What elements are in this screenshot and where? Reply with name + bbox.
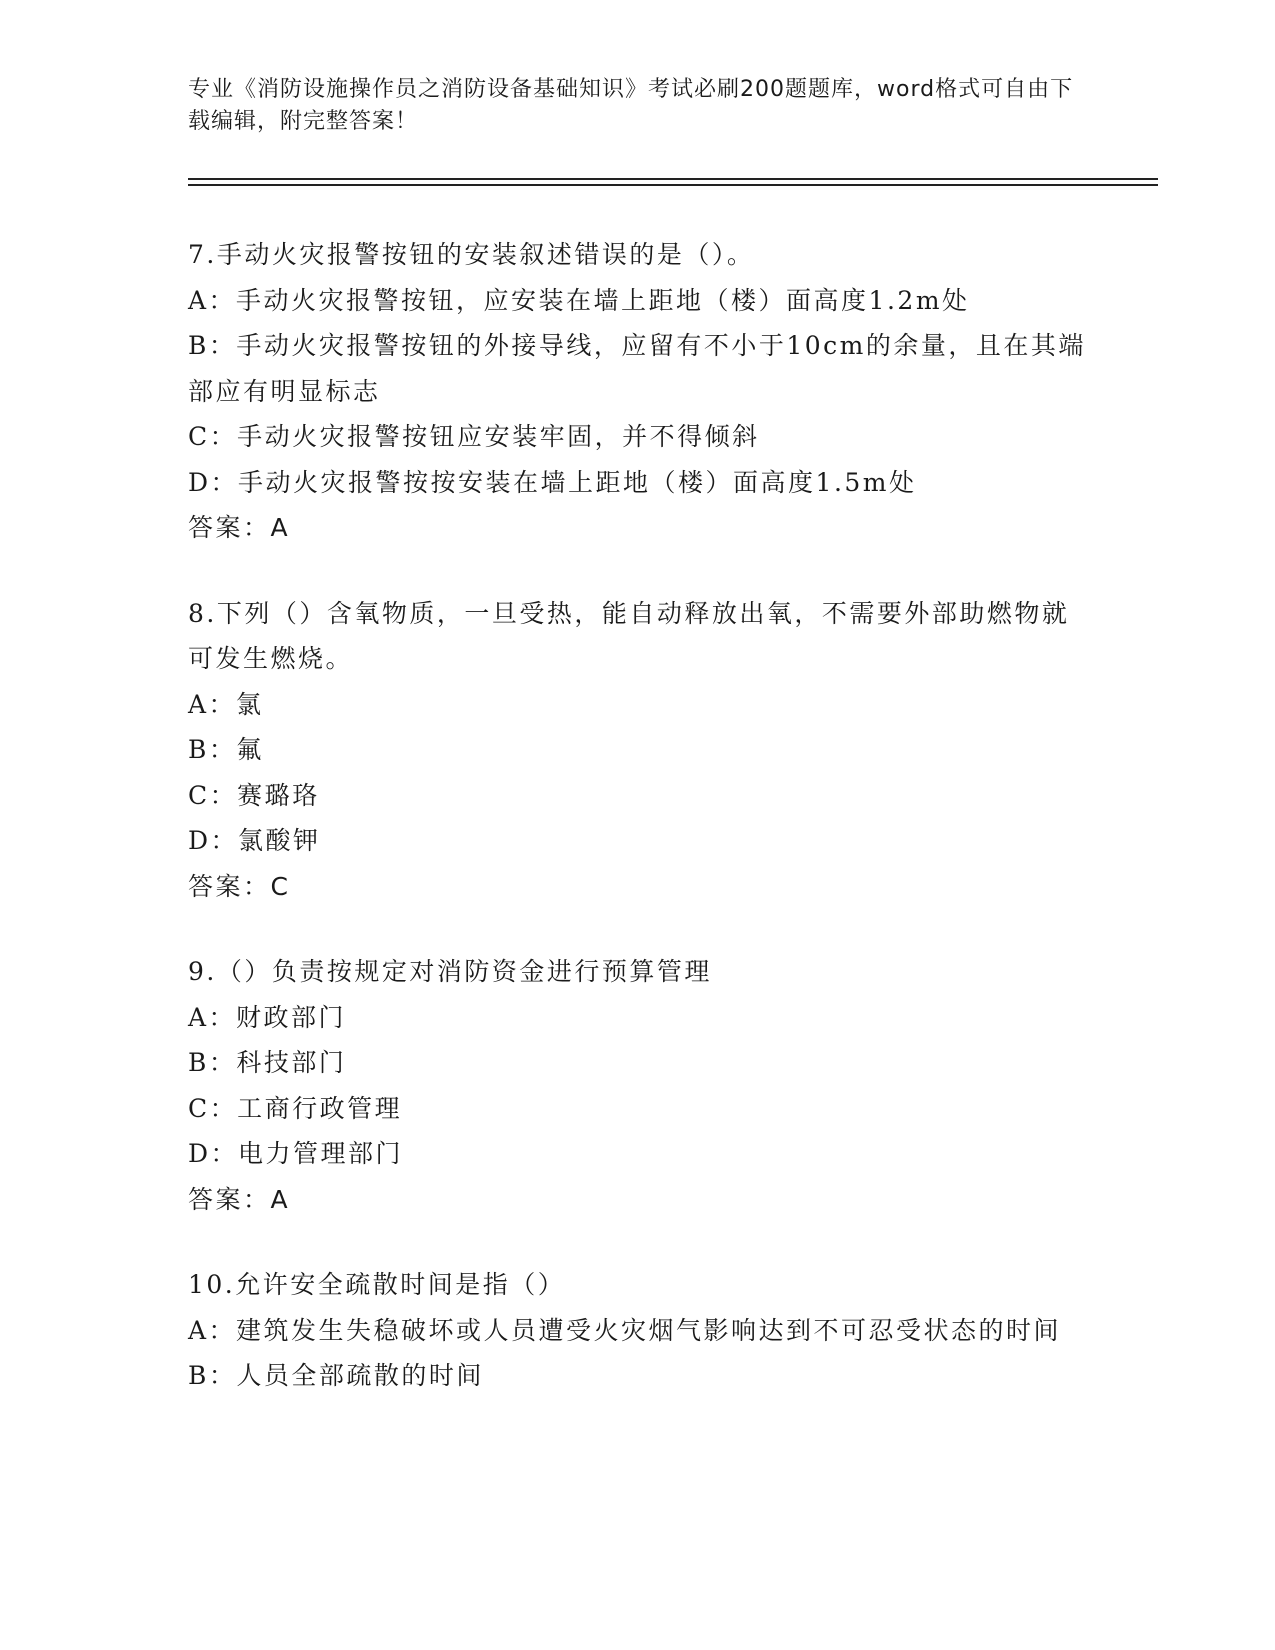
option-a: A：财政部门 [188,1002,347,1032]
question-list [188,232,1088,1439]
document-header: 专业《消防设施操作员之消防设备基础知识》考试必刷200题题库，word格式可自由下载编辑，附完整答案！ [188,77,1074,134]
option-b: B：人员全部疏散的时间 [188,1361,484,1390]
option-c: C：手动火灾报警按钮应安装牢固，并不得倾斜 [188,422,760,451]
option-a: A：手动火灾报警按钮，应安装在墙上距地（楼）面高度1.2m处 [188,285,970,315]
answer: 答案：A [188,513,291,542]
question-stem: 8.下列（）含氧物质，一旦受热，能自动释放出氧，不需要外部助燃物就可发生燃烧。 [188,598,1070,673]
option-c: C：赛璐珞 [188,780,320,810]
question-10 [188,1262,1088,1399]
option-b: B：手动火灾报警按钮的外接导线，应留有不小于10cm的余量，且在其端部应有明显标志 [188,331,1086,406]
question-stem: 10.允许安全疏散时间是指（） [188,1270,566,1299]
option-a: A：建筑发生失稳破坏或人员遭受火灾烟气影响达到不可忍受状态的时间 [188,1315,1062,1345]
question-9 [188,949,1088,1222]
answer: 答案：A [188,1184,291,1214]
option-a: A：氯 [188,689,264,719]
question-7 [188,232,1088,551]
answer: 答案：C [188,871,291,901]
option-d: D：手动火灾报警按按安装在墙上距地（楼）面高度1.5m处 [188,467,917,497]
option-b: B：科技部门 [188,1048,347,1077]
option-b: B：氟 [188,735,264,764]
question-8 [188,591,1088,910]
header-rule-bottom [188,184,1158,186]
question-stem: 7.手动火灾报警按钮的安装叙述错误的是（）。 [188,240,755,269]
option-d: D：电力管理部门 [188,1139,404,1168]
option-d: D：氯酸钾 [188,826,321,855]
header-rule-top [188,178,1158,180]
question-stem: 9.（）负责按规定对消防资金进行预算管理 [188,957,712,986]
option-c: C：工商行政管理 [188,1093,403,1123]
